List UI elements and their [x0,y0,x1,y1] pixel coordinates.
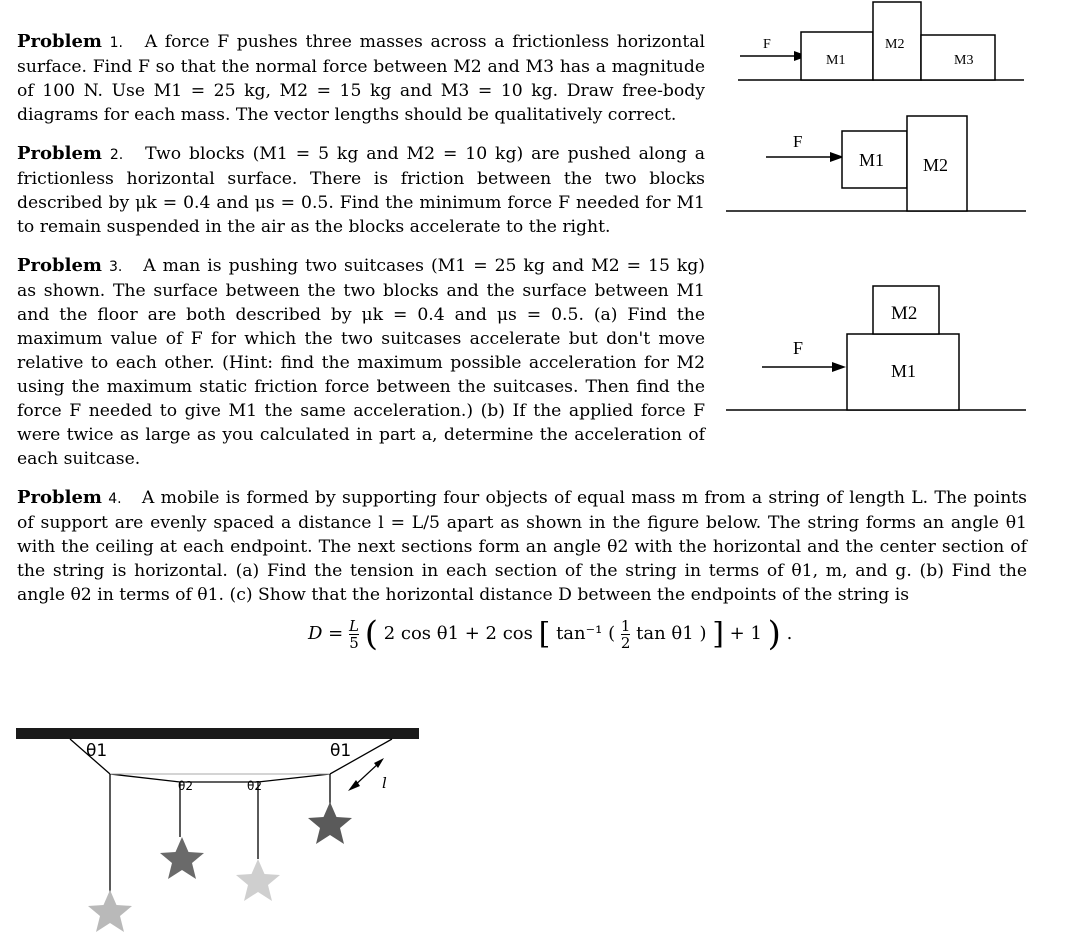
star-icon [308,802,352,844]
star-icon [160,837,204,879]
eq-open-paren: ( [364,614,378,654]
arrow-head-icon [832,362,846,372]
eq-plus-one: + 1 [729,623,762,644]
eq-inner-open: ( [608,623,616,644]
eq-period: . [786,623,793,644]
figure-1 [738,0,1028,88]
eq-lhs: D = [308,623,344,644]
m1-label: M1 [891,361,917,381]
problem-label: Problem [17,31,102,52]
force-label: F [793,132,803,151]
theta2-right-label: θ2 [247,779,262,793]
problem-2 [17,142,705,239]
problem-number: 4. [108,491,122,507]
problem-text: A mobile is formed by supporting four objects of equal mass m from a string of length L. The points of support are evenly spaced a distance l = L/5 apart as shown in the figure below. The string forms an angle θ1 with the ceiling at each endpoint. The next sections form an angle θ2 with the horizontal and the center section of the string is horizontal. (a) Find the tension in each section of the string in terms of θ1, m, and g. (b) Find the angle θ2 in terms of θ1. (c) Show that the horizontal distance D between the endpoints of the string is [17,488,1028,605]
star-icon [88,890,132,932]
m1-label: M1 [826,53,846,68]
problem-text: A force F pushes three masses across a frictionless horizontal surface. Find F so that the normal force between M2 and M3 has a magnitude of 100 N. Use M1 = 25 kg, M2 = 15 kg and M3 = 10 kg. Draw free-body diagrams for each mass. The vector lengths should be qualitatively correct. [17,32,705,125]
m2-label: M2 [923,155,949,175]
eq-term1: 2 cos θ1 + 2 cos [383,623,533,644]
theta2-left-label: θ2 [178,779,193,793]
problem-1 [17,30,705,127]
eq-close-paren: ) [767,614,781,654]
eq-frac-den: 5 [349,633,359,652]
eq-fraction-l5 [349,618,359,651]
eq-inv-tan: tan⁻¹ [556,623,603,644]
problem-label: Problem [17,487,102,508]
problem-3 [17,254,705,471]
eq-close-bracket: ] [712,616,724,652]
length-label: l [382,774,387,792]
m2-label: M2 [885,37,905,52]
theta1-right-label: θ1 [330,741,352,761]
force-label: F [763,37,771,52]
problem-label: Problem [17,143,102,164]
figure-3 [722,280,1032,418]
problem-number: 2. [109,147,124,163]
problem-4 [17,486,1027,607]
problem-text: Two blocks (M1 = 5 kg and M2 = 10 kg) are pushed along a frictionless horizontal surface. There is friction between the two blocks described by μk = 0.4 and μs = 0.5. Find the minimum force F needed for M1 to remain suspended in the air as the blocks accelerate to the right. [17,144,706,237]
eq-half-num: 1 [620,616,631,635]
eq-frac-num: L [348,616,359,635]
force-label: F [793,338,804,358]
problem-number: 1. [109,35,123,51]
figure-4 [0,720,430,944]
problem-label: Problem [17,255,102,276]
m2-label: M2 [891,303,918,324]
star-icon [236,859,280,901]
theta1-left-label: θ1 [86,741,108,761]
problem-text: A man is pushing two suitcases (M1 = 25 kg and M2 = 15 kg) as shown. The surface between the two blocks and the surface between M1 and the floor are both described by μk = 0.4 and μs = 0.5. (a) Find the maximum value of F for which the two suitcases accelerate but don't move relative to each other. (Hint: find the maximum possible acceleration for M2 using the maximum static friction force between the suitcases. Then find the force F needed to give M1 the same acceleration.) (b) If the applied force F were twice as large as you calculated in part a, determine the acceleration of each suitcase. [17,256,705,469]
figure-2 [722,110,1032,218]
equation-d [308,614,792,654]
m3-label: M3 [954,53,974,68]
problem-number: 3. [108,259,123,275]
eq-open-bracket: [ [538,616,551,652]
eq-fraction-half [621,618,631,651]
m1-label: M1 [859,150,885,170]
eq-half-den: 2 [620,633,631,652]
eq-inner-tan: tan θ1 [636,623,694,644]
ceiling [16,728,419,739]
eq-inner-close: ) [699,623,707,644]
